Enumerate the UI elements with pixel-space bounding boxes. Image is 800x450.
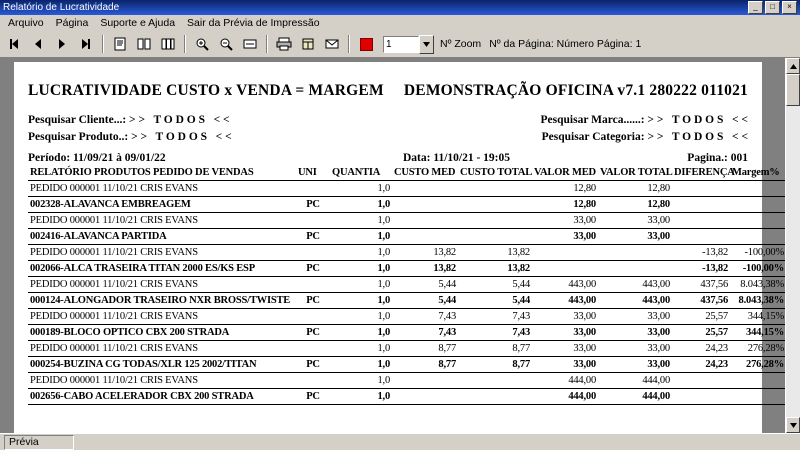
cell-custo-med [392, 229, 458, 245]
cell-quantia: 1,0 [330, 277, 392, 293]
scroll-thumb[interactable] [786, 74, 800, 106]
cell-custo-total: 8,77 [458, 341, 532, 357]
cell-quantia: 1,0 [330, 197, 392, 213]
window-controls [748, 1, 797, 14]
cell-descricao: 002656-CABO ACELERADOR CBX 200 STRADA [28, 389, 296, 405]
toolbar-separator-1 [102, 35, 104, 53]
maximize-button[interactable]: □ [765, 1, 780, 14]
table-row [28, 261, 786, 277]
table-row [28, 229, 786, 245]
vertical-scrollbar[interactable] [785, 58, 800, 433]
page-setup-icon[interactable] [109, 33, 131, 55]
cell-uni [296, 341, 330, 357]
cell-valor-med [532, 261, 598, 277]
cell-diferenca: -13,82 [672, 261, 730, 277]
cell-margem [730, 181, 786, 197]
cell-valor-med: 33,00 [532, 309, 598, 325]
cell-custo-med: 5,44 [392, 277, 458, 293]
cell-uni [296, 373, 330, 389]
cell-quantia: 1,0 [330, 293, 392, 309]
table-header-row [28, 166, 786, 181]
cell-uni: PC [296, 197, 330, 213]
report-filters [28, 114, 748, 144]
cell-custo-med [392, 181, 458, 197]
fit-page-icon[interactable] [157, 33, 179, 55]
scroll-up-button[interactable] [786, 58, 800, 74]
cell-valor-med: 444,00 [532, 389, 598, 405]
filter-row-1 [28, 114, 748, 127]
minimize-button[interactable]: _ [748, 1, 763, 14]
window-title: Relatório de Lucratividade [3, 2, 120, 13]
cell-uni: PC [296, 325, 330, 341]
cell-uni: PC [296, 229, 330, 245]
cell-valor-med: 33,00 [532, 341, 598, 357]
table-row [28, 341, 786, 357]
title-bar [0, 0, 800, 15]
cell-custo-total: 5,44 [458, 277, 532, 293]
cell-margem [730, 389, 786, 405]
cell-descricao: 000124-ALONGADOR TRASEIRO NXR BROSS/TWISTE [28, 293, 296, 309]
cell-valor-med: 443,00 [532, 277, 598, 293]
report-table [28, 166, 786, 405]
cell-margem: 8.043,38% [730, 277, 786, 293]
menu-item-sair-previa[interactable]: Sair da Prévia de Impressão [187, 16, 320, 29]
cell-valor-total: 33,00 [598, 309, 672, 325]
cell-quantia: 1,0 [330, 245, 392, 261]
table-row [28, 309, 786, 325]
cell-custo-med: 13,82 [392, 261, 458, 277]
cell-custo-med [392, 389, 458, 405]
cell-uni: PC [296, 261, 330, 277]
cell-quantia: 1,0 [330, 373, 392, 389]
cell-descricao: PEDIDO 000001 11/10/21 CRIS EVANS [28, 341, 296, 357]
cell-diferenca [672, 181, 730, 197]
table-row [28, 245, 786, 261]
cell-descricao: PEDIDO 000001 11/10/21 CRIS EVANS [28, 277, 296, 293]
col-valor-total: VALOR TOTAL [598, 166, 672, 181]
toolbar [0, 31, 800, 58]
cell-custo-total: 13,82 [458, 261, 532, 277]
cell-quantia: 1,0 [330, 261, 392, 277]
table-row [28, 181, 786, 197]
zoom-input[interactable]: 1 [383, 36, 419, 53]
col-margem: Margem% [730, 166, 786, 181]
stop-icon[interactable] [355, 33, 377, 55]
cell-valor-total: 12,80 [598, 197, 672, 213]
cell-valor-total: 443,00 [598, 277, 672, 293]
cell-descricao: PEDIDO 000001 11/10/21 CRIS EVANS [28, 373, 296, 389]
filter-cliente: Pesquisar Cliente...: > > T O D O S < < [28, 114, 230, 126]
cell-uni [296, 181, 330, 197]
cell-diferenca: 24,23 [672, 357, 730, 373]
report-page [14, 62, 784, 433]
cell-quantia: 1,0 [330, 357, 392, 373]
report-page-number: Pagina.: 001 [687, 152, 748, 164]
cell-valor-total: 33,00 [598, 325, 672, 341]
cell-margem: -100,00% [730, 245, 786, 261]
cell-margem [730, 229, 786, 245]
table-row [28, 293, 786, 309]
filter-produto: Pesquisar Produto..: > > T O D O S < < [28, 131, 232, 143]
cell-diferenca [672, 373, 730, 389]
report-period: Período: 11/09/21 à 09/01/22 [28, 152, 166, 164]
col-uni: UNI [296, 166, 330, 181]
cell-margem: 276,28% [730, 357, 786, 373]
report-system-name: DEMONSTRAÇÃO OFICINA v7.1 280222 011021 [403, 82, 748, 99]
cell-descricao: PEDIDO 000001 11/10/21 CRIS EVANS [28, 245, 296, 261]
cell-uni [296, 309, 330, 325]
mail-icon[interactable] [321, 33, 343, 55]
cell-custo-med: 7,43 [392, 325, 458, 341]
close-button[interactable]: × [782, 1, 797, 14]
zoom-out-icon[interactable] [215, 33, 237, 55]
cell-custo-med [392, 197, 458, 213]
export-icon[interactable] [297, 33, 319, 55]
cell-uni [296, 277, 330, 293]
cell-descricao: PEDIDO 000001 11/10/21 CRIS EVANS [28, 213, 296, 229]
cell-valor-total: 444,00 [598, 373, 672, 389]
cell-uni: PC [296, 293, 330, 309]
cell-diferenca [672, 389, 730, 405]
cell-margem: 344,15% [730, 309, 786, 325]
table-row [28, 325, 786, 341]
cell-quantia: 1,0 [330, 389, 392, 405]
cell-quantia: 1,0 [330, 213, 392, 229]
cell-custo-total [458, 229, 532, 245]
cell-margem: 8.043,38% [730, 293, 786, 309]
print-icon[interactable] [273, 33, 295, 55]
cell-quantia: 1,0 [330, 309, 392, 325]
cell-margem: -100,00% [730, 261, 786, 277]
cell-diferenca [672, 229, 730, 245]
table-row [28, 373, 786, 389]
cell-valor-med: 33,00 [532, 325, 598, 341]
col-quantia: QUANTIA [330, 166, 392, 181]
cell-custo-med: 8,77 [392, 357, 458, 373]
zoom-label: Nº Zoom [440, 38, 482, 50]
fit-width-icon[interactable] [239, 33, 261, 55]
cell-valor-med: 33,00 [532, 213, 598, 229]
cell-quantia: 1,0 [330, 341, 392, 357]
cell-margem: 344,15% [730, 325, 786, 341]
report-datetime: Data: 11/10/21 - 19:05 [402, 152, 510, 164]
scroll-track[interactable] [786, 106, 800, 417]
cell-custo-med: 8,77 [392, 341, 458, 357]
cell-valor-med [532, 245, 598, 261]
col-custo-med: CUSTO MED [392, 166, 458, 181]
col-descricao: RELATÓRIO PRODUTOS PEDIDO DE VENDAS [28, 166, 296, 181]
cell-custo-med [392, 373, 458, 389]
cell-custo-total: 7,43 [458, 309, 532, 325]
cell-custo-total [458, 389, 532, 405]
cell-custo-total: 13,82 [458, 245, 532, 261]
report-header [28, 82, 748, 100]
cell-custo-total [458, 373, 532, 389]
status-bar [0, 433, 800, 450]
cell-custo-med: 13,82 [392, 245, 458, 261]
toolbar-separator-3 [266, 35, 268, 53]
status-text: Prévia [4, 435, 74, 450]
menu-bar [0, 15, 800, 31]
cell-uni: PC [296, 357, 330, 373]
two-page-icon[interactable] [133, 33, 155, 55]
cell-custo-total [458, 197, 532, 213]
cell-margem [730, 213, 786, 229]
cell-uni [296, 213, 330, 229]
cell-custo-total [458, 181, 532, 197]
cell-descricao: 002066-ALCA TRASEIRA TITAN 2000 ES/KS ESP [28, 261, 296, 277]
filter-marca: Pesquisar Marca......: > > T O D O S < < [540, 114, 748, 126]
first-page-icon[interactable] [3, 33, 25, 55]
report-title: LUCRATIVIDADE CUSTO x VENDA = MARGEM [28, 82, 384, 99]
cell-custo-total [458, 213, 532, 229]
table-row [28, 277, 786, 293]
cell-diferenca: -13,82 [672, 245, 730, 261]
cell-valor-total: 443,00 [598, 293, 672, 309]
cell-valor-total [598, 261, 672, 277]
cell-diferenca: 25,57 [672, 309, 730, 325]
cell-valor-med: 33,00 [532, 229, 598, 245]
cell-quantia: 1,0 [330, 181, 392, 197]
cell-valor-med: 12,80 [532, 197, 598, 213]
report-meta [28, 152, 748, 164]
toolbar-separator-4 [348, 35, 350, 53]
page-number-label: Nº da Página: Número Página: 1 [489, 38, 642, 50]
cell-valor-total: 444,00 [598, 389, 672, 405]
cell-valor-total [598, 245, 672, 261]
table-row [28, 213, 786, 229]
cell-valor-total: 33,00 [598, 357, 672, 373]
cell-valor-med: 33,00 [532, 357, 598, 373]
cell-descricao: PEDIDO 000001 11/10/21 CRIS EVANS [28, 309, 296, 325]
cell-descricao: 002416-ALAVANCA PARTIDA [28, 229, 296, 245]
table-row [28, 357, 786, 373]
cell-diferenca [672, 197, 730, 213]
cell-custo-total: 5,44 [458, 293, 532, 309]
cell-valor-med: 443,00 [532, 293, 598, 309]
zoom-in-icon[interactable] [191, 33, 213, 55]
cell-quantia: 1,0 [330, 229, 392, 245]
col-diferenca: DIFERENÇA [672, 166, 730, 181]
cell-valor-med: 12,80 [532, 181, 598, 197]
cell-descricao: 000189-BLOCO OPTICO CBX 200 STRADA [28, 325, 296, 341]
cell-descricao: 000254-BUZINA CG TODAS/XLR 125 2002/TITAN [28, 357, 296, 373]
cell-custo-med [392, 213, 458, 229]
zoom-dropdown-arrow[interactable] [419, 35, 434, 54]
cell-margem: 276,28% [730, 341, 786, 357]
zoom-control[interactable] [383, 35, 481, 54]
cell-uni [296, 245, 330, 261]
last-page-icon[interactable] [75, 33, 97, 55]
cell-custo-med: 7,43 [392, 309, 458, 325]
toolbar-separator-2 [184, 35, 186, 53]
cell-custo-total: 7,43 [458, 325, 532, 341]
cell-custo-total: 8,77 [458, 357, 532, 373]
cell-valor-total: 33,00 [598, 341, 672, 357]
menu-item-suporte-ajuda[interactable]: Suporte e Ajuda [100, 16, 176, 29]
cell-valor-total: 33,00 [598, 229, 672, 245]
print-preview-area [0, 58, 800, 433]
next-page-icon[interactable] [51, 33, 73, 55]
scroll-down-button[interactable] [786, 417, 800, 433]
filter-categoria: Pesquisar Categoria: > > T O D O S < < [541, 131, 748, 143]
table-row [28, 197, 786, 213]
cell-margem [730, 373, 786, 389]
cell-diferenca [672, 213, 730, 229]
cell-margem [730, 197, 786, 213]
cell-custo-med: 5,44 [392, 293, 458, 309]
menu-item-pagina[interactable]: Página [55, 16, 89, 29]
cell-uni: PC [296, 389, 330, 405]
col-custo-total: CUSTO TOTAL [458, 166, 532, 181]
cell-descricao: PEDIDO 000001 11/10/21 CRIS EVANS [28, 181, 296, 197]
cell-quantia: 1,0 [330, 325, 392, 341]
col-valor-med: VALOR MED [532, 166, 598, 181]
cell-valor-med: 444,00 [532, 373, 598, 389]
cell-descricao: 002328-ALAVANCA EMBREAGEM [28, 197, 296, 213]
menu-item-arquivo[interactable]: Arquivo [8, 16, 44, 29]
cell-valor-total: 33,00 [598, 213, 672, 229]
cell-diferenca: 24,23 [672, 341, 730, 357]
filter-row-2 [28, 131, 748, 144]
table-row [28, 389, 786, 405]
cell-diferenca: 25,57 [672, 325, 730, 341]
prev-page-icon[interactable] [27, 33, 49, 55]
cell-diferenca: 437,56 [672, 277, 730, 293]
cell-diferenca: 437,56 [672, 293, 730, 309]
cell-valor-total: 12,80 [598, 181, 672, 197]
